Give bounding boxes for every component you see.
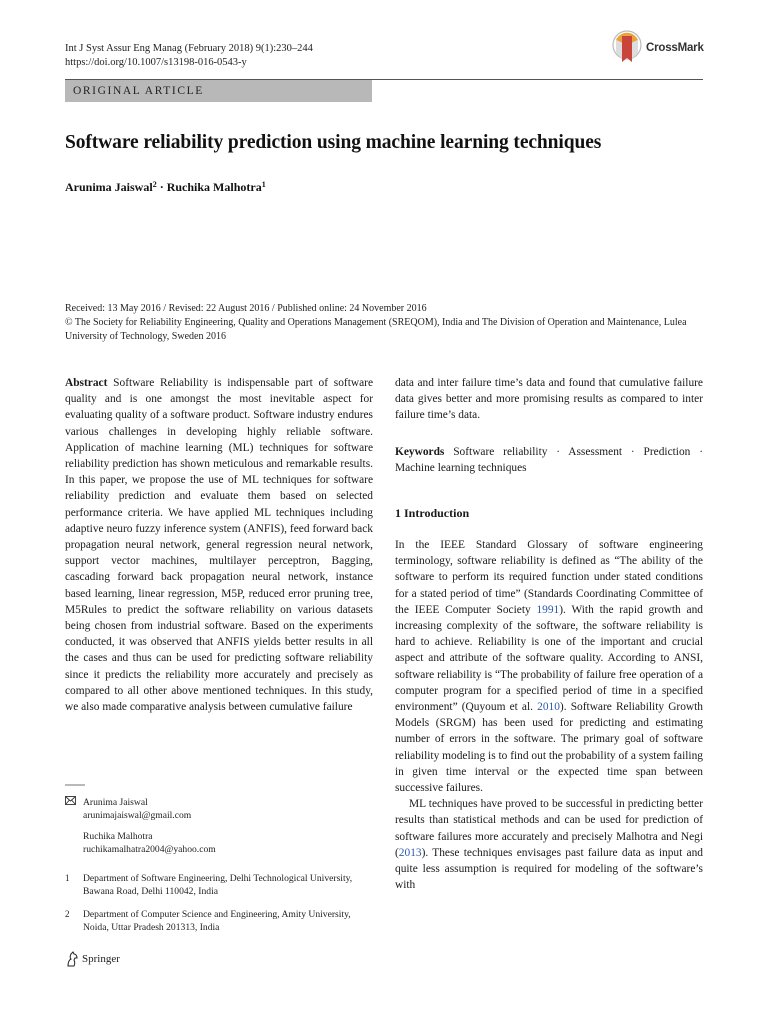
- right-column: [395, 375, 703, 893]
- envelope-icon: [65, 796, 83, 822]
- intro-text: In the IEEE Standard Glossary of software engineering terminology, software reliability is defined as “The ability of the software to perform its required function under stated conditions for a stated period of time” (Standards Coordinating Committee of the IEEE Computer Society: [395, 539, 703, 616]
- correspondence-author1: [65, 796, 373, 822]
- keywords-text: Software reliability · Assessment · Prediction · Machine learning techniques: [395, 445, 703, 474]
- intro-text: ). With the rapid growth and increasing complexity of the software, the software reliability is hard to achieve. Reliability is one of the important and crucial aspect and attribute of the software quality. According to ANSI, software reliability is “The probability of failure free operation of a computer program for a specified period of time in a specified environment” (Quyoum et al.: [395, 603, 703, 714]
- citation-link[interactable]: 2013: [398, 846, 422, 859]
- abstract-label: Abstract: [65, 377, 108, 389]
- author-affiliation-mark: 2: [152, 180, 157, 189]
- affiliation-2: [65, 908, 373, 934]
- correspondence-name: Arunima Jaiswal: [83, 797, 148, 808]
- copyright-notice: © The Society for Reliability Engineering, Quality and Operations Management (SREQOM), India and The Division of Operation and Maintenance, Lulea University of Technology, Sweden 2016: [65, 317, 687, 342]
- affiliation-1: [65, 872, 373, 898]
- correspondence-email[interactable]: ruchikamalhatra2004@yahoo.com: [83, 844, 216, 855]
- article-type: ORIGINAL ARTICLE: [73, 85, 204, 97]
- left-column: [65, 375, 373, 715]
- intro-text: ). These techniques envisages past failure data as input and quite less assumption is required for modeling of the software’s with: [395, 846, 703, 892]
- footnote-rule: [65, 784, 85, 786]
- publication-history: [65, 302, 705, 344]
- intro-text: ). Software Reliability Growth Models (SRGM) has been used for predicting and estimating number of errors in the software. The primary goal of software reliability modeling is to find out the probability of a system failing in given time interval or the expected time span between successive failures.: [395, 701, 703, 795]
- author-name[interactable]: Arunima Jaiswal: [65, 180, 153, 194]
- article-type-banner: [65, 80, 372, 102]
- abstract-continuation: data and inter failure time’s data and found that cumulative failure data gives better and more promising results as compared to inter failure time’s data.: [395, 377, 703, 422]
- footnotes: [65, 796, 373, 944]
- journal-citation: Int J Syst Assur Eng Manag (February 2018) 9(1):230–244: [65, 43, 313, 54]
- affiliation-text: Department of Software Engineering, Delhi Technological University, Bawana Road, Delhi 110042, India: [83, 873, 353, 897]
- affiliation-number: 1: [65, 873, 70, 883]
- spacer: [65, 830, 83, 856]
- correspondence-email[interactable]: arunimajaiswal@gmail.com: [83, 810, 192, 821]
- abstract-text: Software Reliability is indispensable part of software quality and is one amongst the most inevitable aspect for evaluating quality of a software product. Software industry endures various challenges in developing highly reliable software. Application of machine learning (ML) techniques for software reliability prediction has shown meticulous and remarkable results. In this paper, we propose the use of ML techniques for software reliability prediction and evaluate them based on selected performance criteria. We have applied ML techniques including adaptive neuro fuzzy inference system (ANFIS), feed forward back propagation neural network, general regression neural network, support vector machines, multilayer perceptron, Bagging, cascading forward back propagation neural network, instance based learning, linear regression, M5P, reduced error pruning tree, M5Rules to predict the software reliability on various datasets being chosen from industrial software. Based on the experiments conducted, it was observed that ANFIS yields better results in all the cases and thus can be used for predicting software reliability since it predicts the reliability more accurately and precisely as compared to all other above mentioned techniques. In this study, we also made comparative analysis between cumulative failure: [65, 377, 373, 714]
- correspondence-name: Ruchika Malhotra: [83, 831, 153, 842]
- keywords-label: Keywords: [395, 445, 445, 458]
- crossmark-label: CrossMark: [646, 42, 704, 54]
- doi-link[interactable]: https://doi.org/10.1007/s13198-016-0543-y: [65, 57, 247, 68]
- citation-link[interactable]: 2010: [537, 701, 560, 714]
- author-affiliation-mark: 1: [261, 180, 266, 189]
- received-dates: Received: 13 May 2016 / Revised: 22 August 2016 / Published online: 24 November 2016: [65, 303, 427, 314]
- correspondence-author2: [65, 830, 373, 856]
- publisher-logo[interactable]: [65, 951, 120, 967]
- journal-reference: [65, 42, 313, 70]
- author-name[interactable]: Ruchika Malhotra: [166, 180, 262, 194]
- correspondence: [65, 796, 373, 856]
- springer-horse-icon: [65, 951, 79, 967]
- author-separator: ·: [156, 180, 167, 194]
- crossmark-icon: [612, 30, 642, 66]
- section-heading-introduction: 1 Introduction: [395, 506, 470, 521]
- affiliation-text: Department of Computer Science and Engineering, Amity University, Noida, Uttar Pradesh 201313, India: [83, 909, 351, 933]
- affiliation-number: 2: [65, 909, 70, 919]
- author-list: [65, 180, 266, 195]
- paper-title: Software reliability prediction using machine learning techniques: [65, 132, 602, 153]
- keywords: [395, 444, 703, 476]
- intro-text: ML techniques have proved to be successful in predicting better results than statistical methods and can be used for prediction of software failures more accurately and precisely Malhotra and Negi (: [395, 798, 703, 859]
- intro-paragraph-1: [395, 537, 703, 796]
- abstract: [65, 375, 373, 715]
- intro-paragraph-2: [395, 796, 703, 893]
- crossmark-badge[interactable]: [612, 28, 704, 68]
- citation-link[interactable]: 1991: [536, 603, 560, 616]
- publisher-name: Springer: [82, 953, 120, 965]
